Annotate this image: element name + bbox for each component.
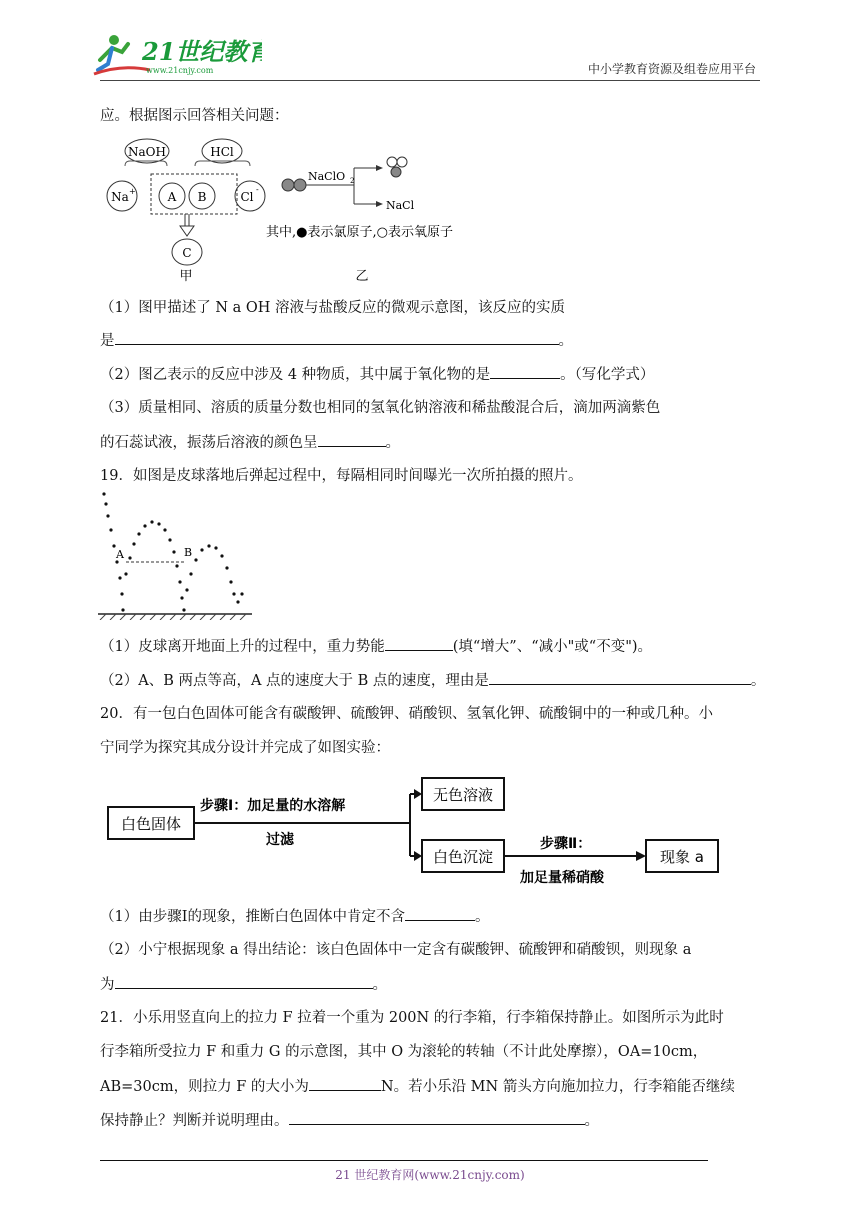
runner-logo-icon	[92, 30, 262, 78]
na-ion: Na	[111, 190, 129, 204]
q18-figures	[100, 134, 500, 286]
ball-bounce-figure	[96, 490, 256, 620]
step2-label: 步骤Ⅱ：	[540, 836, 592, 852]
answer-blank[interactable]	[385, 636, 453, 651]
answer-blank[interactable]	[318, 432, 386, 447]
q20-part2-line1: （2）小宁根据现象 a 得出结论：该白色固体中一定含有碳酸钾、硫酸钾和硝酸钡，则现象 a	[100, 942, 692, 958]
answer-blank[interactable]	[490, 364, 560, 379]
answer-blank[interactable]	[115, 974, 373, 989]
platform-name: 中小学教育资源及组卷应用平台	[587, 62, 756, 76]
phenomenon-a-box: 现象 a	[660, 848, 704, 866]
q19-part1: （1）皮球离开地面上升的过程中，重力势能 (填“增大”、“减小"或“不变")。	[100, 636, 652, 657]
white-precipitate-box: 白色沉淀	[432, 848, 494, 866]
header-divider	[100, 80, 760, 81]
figure-jia	[107, 139, 265, 284]
cl-ion: Cl	[240, 190, 254, 204]
q20-part2-line2: 为 。	[100, 974, 387, 995]
figure-yi-legend: 其中,●表示氯原子,○表示氧原子	[266, 225, 453, 240]
step1-sub-label: 过滤	[266, 832, 294, 848]
answer-blank[interactable]	[309, 1076, 381, 1091]
figure-yi-caption: 乙	[355, 269, 369, 284]
product-c: C	[182, 246, 192, 260]
q18-part1-line2: 是 。	[100, 330, 573, 351]
ion-b: B	[197, 190, 207, 204]
point-b-label: B	[184, 546, 193, 559]
answer-blank[interactable]	[489, 670, 751, 685]
ion-a: A	[167, 190, 177, 204]
answer-blank[interactable]	[115, 330, 559, 345]
step2-sub-label: 加足量稀硝酸	[520, 870, 604, 886]
colorless-solution-box: 无色溶液	[432, 786, 494, 804]
q20-flowchart	[100, 772, 740, 892]
q21-line3: AB=30cm，则拉力 F 的大小为 N。若小乐沿 MN 箭头方向施加拉力，行李箱能否继续	[100, 1076, 735, 1097]
svg-text:-: -	[256, 185, 259, 194]
figure-yi	[266, 157, 453, 284]
q20-part1: （1）由步骤Ⅰ的现象，推断白色固体中肯定不含 。	[100, 906, 489, 927]
answer-blank[interactable]	[405, 906, 475, 921]
q20-stem-line1: 20．有一包白色固体可能含有碳酸钾、硫酸钾、硝酸钡、氢氧化钾、硫酸铜中的一种或几种。小	[100, 706, 713, 722]
logo-url: www.21cnjy.com	[146, 66, 214, 75]
q18-part3-line2: 的石蕊试液，振荡后溶液的颜色呈 。	[100, 432, 400, 453]
step1-label: 步骤Ⅰ：加足量的水溶解	[200, 798, 346, 814]
q18-intro: 应。根据图示回答相关问题：	[100, 108, 289, 124]
site-logo	[92, 30, 262, 78]
product-label: NaCl	[386, 199, 415, 212]
q18-part1-line1: （1）图甲描述了 N a OH 溶液与盐酸反应的微观示意图，该反应的实质	[100, 300, 566, 316]
svg-text:2: 2	[350, 177, 355, 185]
hcl-label: HCl	[210, 145, 234, 159]
q18-part2: （2）图乙表示的反应中涉及 4 种物质，其中属于氧化物的是 。（写化学式）	[100, 364, 654, 385]
answer-blank[interactable]	[289, 1110, 585, 1125]
q21-line2: 行李箱所受拉力 F 和重力 G 的示意图，其中 O 为滚轮的转轴（不计此处摩擦），OA=10cm，	[100, 1044, 708, 1060]
q18-part3-line1: （3）质量相同、溶质的质量分数也相同的氢氧化钠溶液和稀盐酸混合后，滴加两滴紫色	[100, 400, 661, 416]
white-solid-box: 白色固体	[120, 815, 182, 833]
svg-text:+: +	[129, 187, 136, 196]
q19-part2: （2）A、B 两点等高，A 点的速度大于 B 点的速度，理由是 。	[100, 670, 765, 691]
footer-text: 21 世纪教育网(www.21cnjy.com)	[335, 1168, 525, 1182]
q20-stem-line2: 宁同学为探究其成分设计并完成了如图实验：	[100, 740, 390, 756]
logo-text: 21世纪教育	[142, 37, 262, 66]
point-a-label: A	[116, 548, 124, 561]
naoh-label: NaOH	[128, 145, 166, 159]
q21-line1: 21．小乐用竖直向上的拉力 F 拉着一个重为 200N 的行李箱，行李箱保持静止。如图所示为此时	[100, 1010, 724, 1026]
figure-jia-caption: 甲	[179, 269, 193, 284]
reactant-label: NaClO	[308, 170, 346, 183]
q19-stem: 19．如图是皮球落地后弹起过程中，每隔相同时间曝光一次所拍摄的照片。	[100, 468, 583, 484]
footer-divider	[100, 1160, 708, 1161]
q21-line4: 保持静止？判断并说明理由。 。	[100, 1110, 599, 1131]
